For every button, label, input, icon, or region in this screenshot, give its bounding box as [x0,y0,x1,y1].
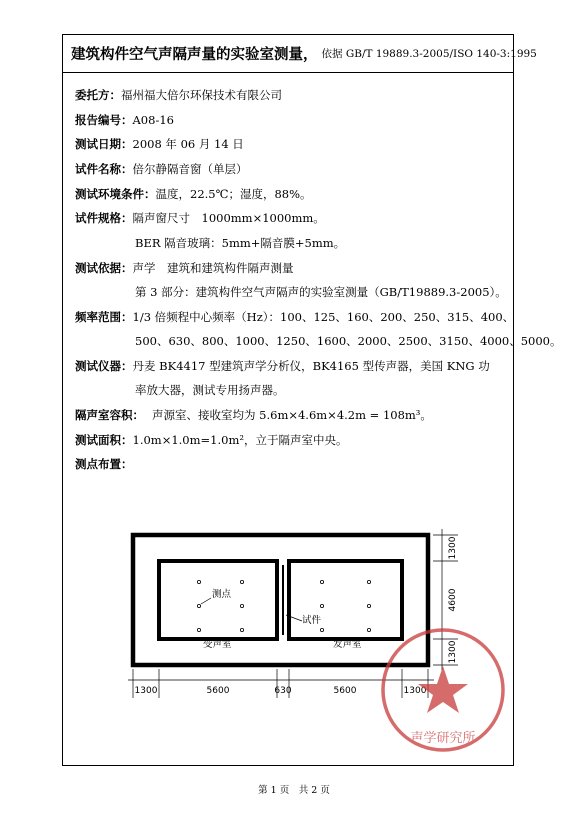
specimen-label: 试件名称： [75,162,133,176]
date-value: 2008 年 06 月 14 日 [132,137,244,151]
frequency-label: 频率范围： [75,310,133,324]
measure-point [240,628,243,631]
instrument-label: 测试仪器： [75,359,133,373]
volume-label: 隔声室容积： [75,408,144,422]
area-value: 1.0m×1.0m=1.0m²，立于隔声室中央。 [132,433,348,447]
basis-value-2: 第 3 部分：建筑构件空气声隔声的实验室测量（GB/T19889.3-2005）。 [135,285,507,299]
label-source-room: 发声室 [333,639,362,650]
dim-bottom-5: 1300 [403,686,427,696]
outer-wall [133,535,428,665]
client-label: 委托方： [75,88,121,102]
environment-value: 温度，22.5℃；湿度，88%。 [155,187,312,201]
measure-point [197,628,200,631]
report-label: 报告编号： [75,113,133,127]
measure-point [197,580,200,583]
environment-label: 测试环境条件： [75,187,156,201]
measure-point [197,604,200,607]
volume-value: 声源室、接收室均为 5.6m×4.6m×4.2m = 108m³。 [152,408,432,422]
spec-value-1: 隔声窗尺寸 1000mm×1000mm。 [132,211,325,225]
measure-point [367,628,370,631]
date-label: 测试日期： [75,137,133,151]
measure-point [320,604,323,607]
layout-label: 测点布置： [75,457,133,471]
measure-point [320,628,323,631]
frequency-value-1: 1/3 倍频程中心频率（Hz）：100、125、160、200、250、315、400、 [132,310,515,324]
basis-label: 测试依据： [75,261,133,275]
dim-right-2: 4600 [448,588,458,612]
dim-right-3: 1300 [448,640,458,664]
spec-label: 试件规格： [75,211,133,225]
basis-value-1: 声学 建筑和建筑构件隔声测量 [132,261,294,275]
document-title: 建筑构件空气声隔声量的实验室测量， [71,47,318,63]
page-footer: 第 1 页 共 2 页 [258,785,330,796]
label-points: 测点 [212,589,232,600]
label-receive-room: 受声室 [203,639,232,650]
seal-star-icon [418,666,468,713]
measure-point [367,580,370,583]
measure-point [320,580,323,583]
frequency-value-2: 500、630、800、1000、1250、1600、2000、2500、3150、4000、5000。 [135,334,562,348]
dim-bottom-1: 1300 [134,686,158,696]
spec-value-2: BER 隔音玻璃：5mm+隔音膜+5mm。 [135,236,346,250]
measure-point [240,580,243,583]
source-room-points [320,580,370,631]
point-leader-line [201,598,211,604]
measure-point [367,604,370,607]
official-seal [383,630,503,750]
area-label: 测试面积： [75,433,133,447]
dim-bottom-3: 630 [274,686,292,696]
report-value: A08-16 [132,113,174,127]
standard-reference: 依据 GB/T 19889.3-2005/ISO 140-3:1995 [321,48,537,60]
label-specimen: 试件 [302,615,322,626]
receive-room-wall [159,561,277,639]
source-room-wall [289,561,402,639]
right-dimension-labels [448,536,458,663]
client-value: 福州福大倍尔环保技术有限公司 [121,88,282,102]
dim-bottom-2: 5600 [206,686,230,696]
dim-bottom-4: 5600 [333,686,357,696]
seal-text: 声学研究所 [410,731,476,746]
specimen-value: 倍尔静隔音窗（单层） [132,162,248,176]
measure-point [240,604,243,607]
instrument-value-2: 率放大器，测试专用扬声器。 [135,383,285,397]
instrument-value-1: 丹麦 BK4417 型建筑声学分析仪，BK4165 型传声器，美国 KNG 功 [132,359,490,373]
dim-right-1: 1300 [448,536,458,560]
